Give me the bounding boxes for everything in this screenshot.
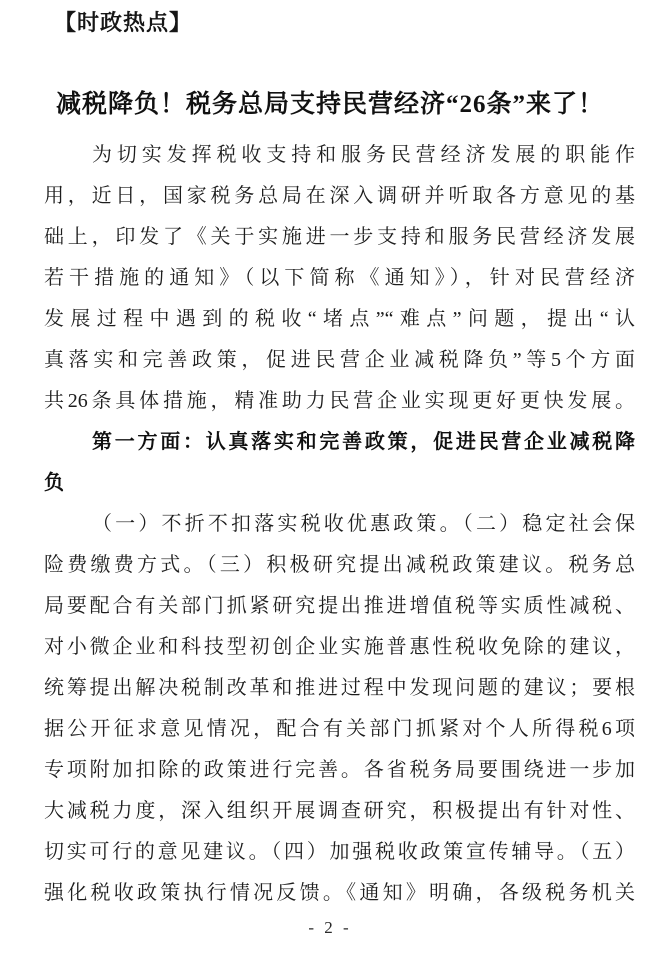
text-line: 础上，印发了《关于实施进一步支持和服务民营经济发展: [44, 226, 635, 248]
text-line: 强化税收政策执行情况反馈。《通知》明确，各级税务机关: [44, 882, 635, 904]
text-line: （一）不折不扣落实税收优惠政策。（二）稳定社会保: [92, 513, 635, 535]
text-line: 负: [44, 472, 64, 494]
page-number: - 2 -: [308, 918, 352, 937]
text-line: 专项附加扣除的政策进行完善。各省税务局要围绕进一步加: [44, 759, 635, 781]
text-line: 用，近日，国家税务总局在深入调研并听取各方意见的基: [44, 185, 635, 207]
text-line: 切实可行的意见建议。（四）加强税收政策宣传辅导。（五）: [44, 841, 635, 863]
text-line: 局要配合有关部门抓紧研究提出推进增值税等实质性减税、: [44, 595, 635, 617]
text-line: 险费缴费方式。（三）积极研究提出减税政策建议。税务总: [44, 554, 635, 576]
text-line: 第一方面：认真落实和完善政策，促进民营企业减税降: [92, 431, 635, 453]
section-tag: 【时政热点】: [54, 10, 193, 35]
text-line: 为切实发挥税收支持和服务民营经济发展的职能作: [92, 144, 635, 166]
text-line: 发展过程中遇到的税收“堵点”“难点”问题，提出“认: [44, 308, 635, 330]
text-line: 真落实和完善政策，促进民营企业减税降负”等5个方面: [44, 349, 635, 371]
text-line: 共26条具体措施，精准助力民营企业实现更好更快发展。: [44, 390, 635, 412]
text-line: 统筹提出解决税制改革和推进过程中发现问题的建议；要根: [44, 677, 635, 699]
text-line: 对小微企业和科技型初创企业实施普惠性税收免除的建议，: [44, 636, 635, 658]
text-line: 大减税力度，深入组织开展调查研究，积极提出有针对性、: [44, 800, 635, 822]
page-title: 减税降负！税务总局支持民营经济“26条”来了！: [55, 91, 604, 118]
document-body: [44, 135, 635, 914]
text-line: 若干措施的通知》（以下简称《通知》），针对民营经济: [44, 267, 635, 289]
text-line: 据公开征求意见情况，配合有关部门抓紧对个人所得税6项: [44, 718, 635, 740]
